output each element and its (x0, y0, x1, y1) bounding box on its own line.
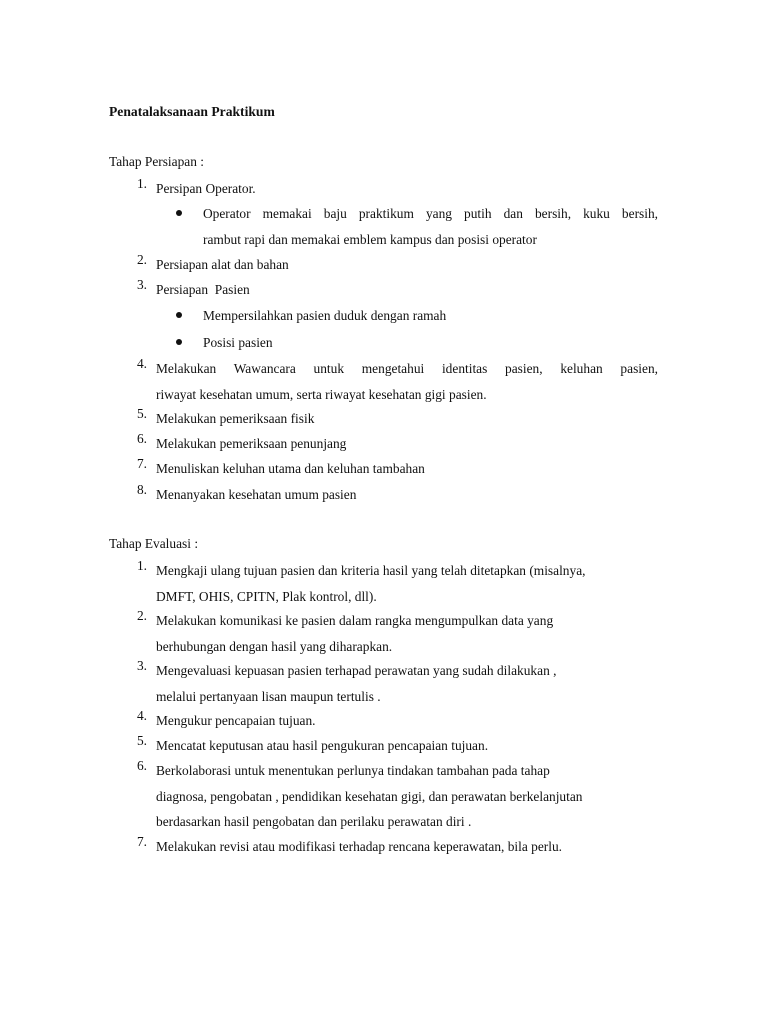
list-text-line: DMFT, OHIS, CPITN, Plak kontrol, dll). (156, 588, 377, 604)
list-text: Persiapan Pasien (156, 282, 250, 297)
list-text-line: diagnosa, pengobatan , pendidikan kesehatan gigi, dan perawatan berkelanjutan (156, 788, 583, 804)
list-number: 1. (136, 176, 147, 191)
list-text: Melakukan revisi atau modifikasi terhadap rencana keperawatan, bila perlu. (156, 839, 563, 854)
document-title: Penatalaksanaan Praktikum (109, 104, 275, 119)
list-number: 6. (136, 758, 147, 773)
list-text: Mencatat keputusan atau hasil pengukuran pencapaian tujuan. (156, 738, 489, 753)
list-text: Melakukan pemeriksaan penunjang (156, 436, 347, 451)
list-text: Melakukan pemeriksaan fisik (156, 411, 315, 426)
list-number: 3. (136, 277, 147, 292)
list-number: 1. (136, 558, 147, 573)
persiapan-heading: Tahap Persiapan : (109, 154, 204, 169)
list-text: Mengukur pencapaian tujuan. (156, 713, 316, 728)
list-text-line: Melakukan Wawancara untuk mengetahui identitas pasien, keluhan pasien, (156, 361, 658, 376)
bullet-text: Posisi pasien (203, 335, 273, 350)
list-text-line: Mengkaji ulang tujuan pasien dan kriteria hasil yang telah ditetapkan (misalnya, (156, 563, 586, 578)
evaluasi-heading: Tahap Evaluasi : (109, 536, 199, 551)
bullet-icon (176, 210, 182, 216)
list-number: 2. (136, 252, 147, 267)
list-text-line: Berkolaborasi untuk menentukan perlunya tindakan tambahan pada tahap (156, 763, 550, 778)
list-number: 5. (136, 733, 147, 748)
list-text: Persiapan alat dan bahan (156, 257, 289, 272)
list-number: 7. (136, 456, 147, 471)
list-text-line: berdasarkan hasil pengobatan dan perilaku perawatan diri . (156, 814, 472, 829)
bullet-icon (176, 312, 182, 318)
list-text: Menuliskan keluhan utama dan keluhan tambahan (156, 461, 425, 476)
list-number: 4. (136, 356, 147, 371)
list-number: 3. (136, 658, 147, 673)
bullet-text-line: rambut rapi dan memakai emblem kampus dan posisi operator (203, 231, 537, 247)
list-text-line: Melakukan komunikasi ke pasien dalam rangka mengumpulkan data yang (156, 613, 554, 628)
list-text: Persipan Operator. (156, 181, 256, 196)
list-text-line: berhubungan dengan hasil yang diharapkan. (156, 638, 393, 654)
bullet-text-line: Operator memakai baju praktikum yang putih dan bersih, kuku bersih, (203, 206, 658, 221)
list-number: 8. (136, 482, 147, 497)
list-text-line: riwayat kesehatan umum, serta riwayat kesehatan gigi pasien. (156, 386, 487, 402)
list-number: 6. (136, 431, 147, 446)
bullet-text: Mempersilahkan pasien duduk dengan ramah (203, 308, 447, 323)
list-text-line: Mengevaluasi kepuasan pasien terhapad perawatan yang sudah dilakukan , (156, 663, 557, 678)
list-text-line: melalui pertanyaan lisan maupun tertulis . (156, 688, 381, 704)
list-text: Menanyakan kesehatan umum pasien (156, 487, 357, 502)
list-number: 4. (136, 708, 147, 723)
list-number: 5. (136, 406, 147, 421)
list-number: 2. (136, 608, 147, 623)
list-number: 7. (136, 834, 147, 849)
bullet-icon (176, 339, 182, 345)
